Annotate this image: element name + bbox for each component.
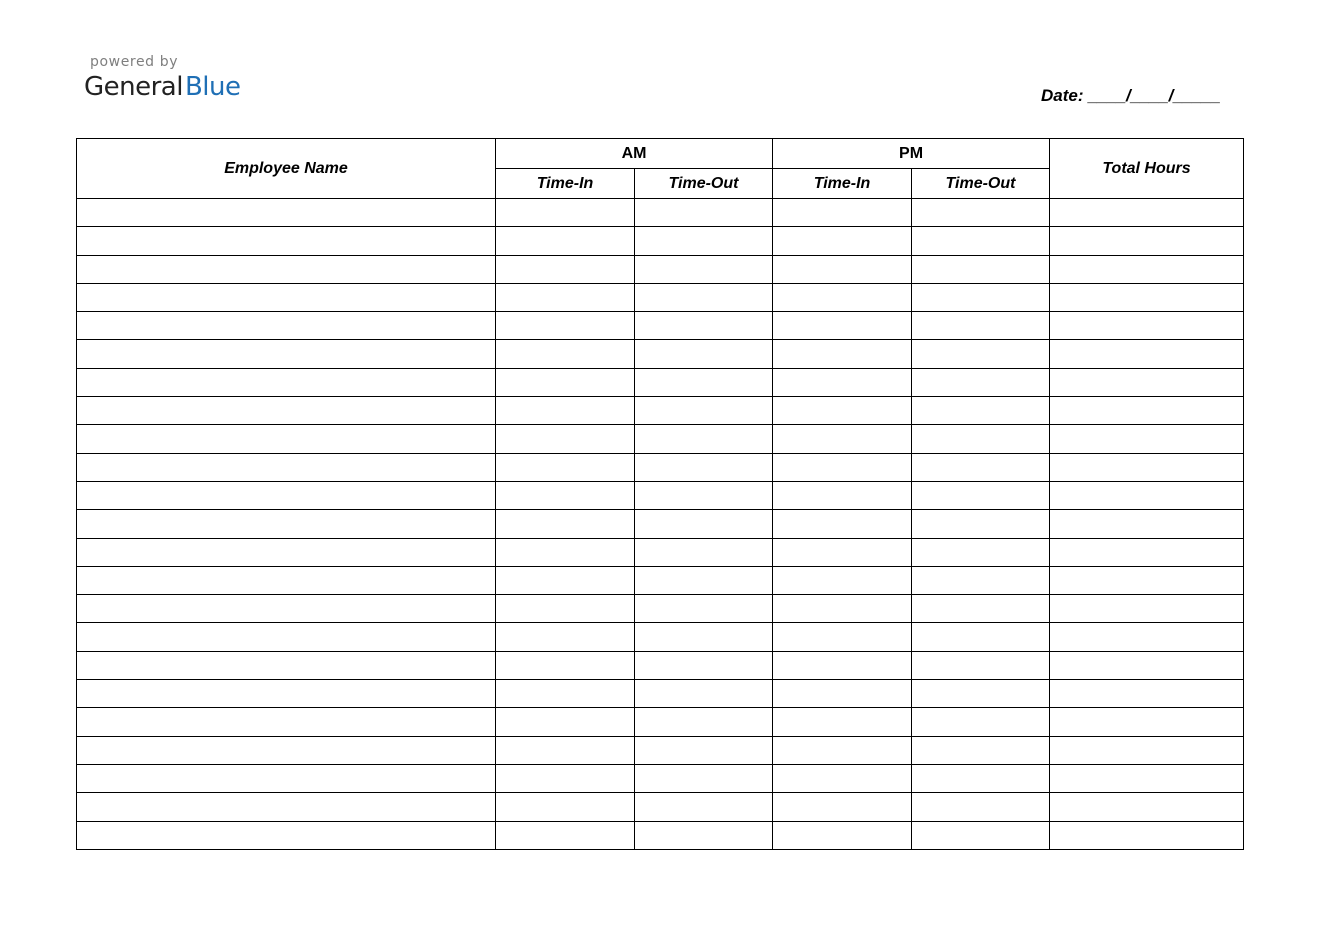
pm-time-in-cell[interactable] <box>773 397 912 425</box>
pm-time-in-cell[interactable] <box>773 453 912 481</box>
pm-time-in-cell[interactable] <box>773 255 912 283</box>
pm-time-in-cell[interactable] <box>773 623 912 651</box>
am-time-out-cell[interactable] <box>635 283 773 311</box>
table-row <box>77 397 1244 425</box>
pm-time-in-cell[interactable] <box>773 283 912 311</box>
total-hours-cell[interactable] <box>1050 368 1244 396</box>
table-row <box>77 736 1244 764</box>
pm-time-in-cell[interactable] <box>773 510 912 538</box>
employee-name-cell[interactable] <box>77 481 496 509</box>
pm-time-out-cell[interactable] <box>912 227 1050 255</box>
total-hours-cell[interactable] <box>1050 708 1244 736</box>
am-time-in-cell[interactable] <box>496 623 635 651</box>
employee-name-cell[interactable] <box>77 425 496 453</box>
employee-name-cell[interactable] <box>77 340 496 368</box>
pm-time-in-cell[interactable] <box>773 425 912 453</box>
pm-time-out-cell[interactable] <box>912 538 1050 566</box>
pm-time-in-cell[interactable] <box>773 199 912 227</box>
table-row <box>77 566 1244 594</box>
pm-time-out-cell[interactable] <box>912 708 1050 736</box>
total-hours-cell[interactable] <box>1050 227 1244 255</box>
timesheet-body <box>77 199 1244 850</box>
am-time-out-cell[interactable] <box>635 595 773 623</box>
am-time-out-cell[interactable] <box>635 708 773 736</box>
am-time-in-cell[interactable] <box>496 510 635 538</box>
table-row <box>77 708 1244 736</box>
pm-time-out-cell[interactable] <box>912 595 1050 623</box>
total-hours-cell[interactable] <box>1050 283 1244 311</box>
total-hours-cell[interactable] <box>1050 736 1244 764</box>
employee-name-cell[interactable] <box>77 595 496 623</box>
table-row <box>77 368 1244 396</box>
pm-time-out-cell[interactable] <box>912 680 1050 708</box>
total-hours-cell[interactable] <box>1050 595 1244 623</box>
pm-time-in-cell[interactable] <box>773 793 912 821</box>
pm-time-in-cell[interactable] <box>773 595 912 623</box>
pm-time-out-cell[interactable] <box>912 764 1050 792</box>
am-time-out-cell[interactable] <box>635 623 773 651</box>
am-time-out-cell[interactable] <box>635 510 773 538</box>
total-hours-cell[interactable] <box>1050 397 1244 425</box>
total-hours-cell[interactable] <box>1050 255 1244 283</box>
am-time-in-cell[interactable] <box>496 227 635 255</box>
brand-blue-text: Blue <box>184 72 241 102</box>
table-row <box>77 764 1244 792</box>
employee-name-cell[interactable] <box>77 651 496 679</box>
pm-header: PM <box>773 139 1050 169</box>
am-time-in-cell[interactable] <box>496 538 635 566</box>
am-time-out-cell[interactable] <box>635 425 773 453</box>
total-hours-cell[interactable] <box>1050 680 1244 708</box>
am-time-in-cell[interactable] <box>496 736 635 764</box>
am-time-out-header: Time-Out <box>635 169 773 199</box>
employee-name-header: Employee Name <box>77 139 496 199</box>
am-time-in-cell[interactable] <box>496 764 635 792</box>
pm-time-out-cell[interactable] <box>912 793 1050 821</box>
brand-general-text: General <box>84 72 183 102</box>
am-time-out-cell[interactable] <box>635 368 773 396</box>
employee-name-cell[interactable] <box>77 708 496 736</box>
pm-time-in-cell[interactable] <box>773 481 912 509</box>
pm-time-in-cell[interactable] <box>773 340 912 368</box>
employee-name-cell[interactable] <box>77 397 496 425</box>
pm-time-out-cell[interactable] <box>912 736 1050 764</box>
pm-time-in-cell[interactable] <box>773 764 912 792</box>
table-row <box>77 481 1244 509</box>
am-time-out-cell[interactable] <box>635 255 773 283</box>
am-time-in-cell[interactable] <box>496 566 635 594</box>
table-row <box>77 453 1244 481</box>
pm-time-out-cell[interactable] <box>912 283 1050 311</box>
timesheet-table <box>76 138 1244 850</box>
table-row <box>77 538 1244 566</box>
pm-time-out-cell[interactable] <box>912 566 1050 594</box>
am-time-in-header: Time-In <box>496 169 635 199</box>
am-time-in-cell[interactable] <box>496 595 635 623</box>
total-hours-cell[interactable] <box>1050 510 1244 538</box>
employee-name-cell[interactable] <box>77 736 496 764</box>
am-time-out-cell[interactable] <box>635 651 773 679</box>
pm-time-in-cell[interactable] <box>773 538 912 566</box>
pm-time-in-cell[interactable] <box>773 821 912 849</box>
pm-time-out-header: Time-Out <box>912 169 1050 199</box>
employee-name-cell[interactable] <box>77 566 496 594</box>
table-row <box>77 312 1244 340</box>
am-time-out-cell[interactable] <box>635 453 773 481</box>
am-time-in-cell[interactable] <box>496 708 635 736</box>
total-hours-header: Total Hours <box>1050 139 1244 199</box>
am-time-out-cell[interactable] <box>635 538 773 566</box>
pm-time-out-cell[interactable] <box>912 510 1050 538</box>
total-hours-cell[interactable] <box>1050 793 1244 821</box>
total-hours-cell[interactable] <box>1050 538 1244 566</box>
table-row <box>77 651 1244 679</box>
am-time-in-cell[interactable] <box>496 793 635 821</box>
pm-time-out-cell[interactable] <box>912 312 1050 340</box>
pm-time-out-cell[interactable] <box>912 199 1050 227</box>
am-time-out-cell[interactable] <box>635 397 773 425</box>
am-time-in-cell[interactable] <box>496 821 635 849</box>
pm-time-in-header: Time-In <box>773 169 912 199</box>
am-time-out-cell[interactable] <box>635 680 773 708</box>
am-time-out-cell[interactable] <box>635 566 773 594</box>
table-row <box>77 680 1244 708</box>
am-time-in-cell[interactable] <box>496 340 635 368</box>
pm-time-out-cell[interactable] <box>912 397 1050 425</box>
am-time-in-cell[interactable] <box>496 368 635 396</box>
table-row <box>77 255 1244 283</box>
am-time-in-cell[interactable] <box>496 199 635 227</box>
am-time-in-cell[interactable] <box>496 425 635 453</box>
pm-time-in-cell[interactable] <box>773 566 912 594</box>
pm-time-out-cell[interactable] <box>912 623 1050 651</box>
employee-name-cell[interactable] <box>77 255 496 283</box>
date-field[interactable]: Date: ____/____/_____ <box>1041 86 1221 105</box>
table-row <box>77 425 1244 453</box>
am-header: AM <box>496 139 773 169</box>
pm-time-out-cell[interactable] <box>912 651 1050 679</box>
total-hours-cell[interactable] <box>1050 764 1244 792</box>
total-hours-cell[interactable] <box>1050 651 1244 679</box>
total-hours-cell[interactable] <box>1050 623 1244 651</box>
employee-name-cell[interactable] <box>77 283 496 311</box>
table-row <box>77 340 1244 368</box>
table-row <box>77 283 1244 311</box>
am-time-out-cell[interactable] <box>635 821 773 849</box>
table-row <box>77 227 1244 255</box>
employee-name-cell[interactable] <box>77 764 496 792</box>
pm-time-out-cell[interactable] <box>912 340 1050 368</box>
table-row <box>77 793 1244 821</box>
pm-time-in-cell[interactable] <box>773 368 912 396</box>
pm-time-in-cell[interactable] <box>773 312 912 340</box>
am-time-out-cell[interactable] <box>635 227 773 255</box>
am-time-in-cell[interactable] <box>496 397 635 425</box>
total-hours-cell[interactable] <box>1050 821 1244 849</box>
table-row <box>77 595 1244 623</box>
pm-time-in-cell[interactable] <box>773 227 912 255</box>
am-time-in-cell[interactable] <box>496 255 635 283</box>
powered-by-text: powered by <box>90 54 179 70</box>
table-row <box>77 623 1244 651</box>
table-row <box>77 199 1244 227</box>
employee-name-cell[interactable] <box>77 199 496 227</box>
pm-time-out-cell[interactable] <box>912 453 1050 481</box>
am-time-out-cell[interactable] <box>635 340 773 368</box>
am-time-out-cell[interactable] <box>635 736 773 764</box>
employee-name-cell[interactable] <box>77 510 496 538</box>
am-time-out-cell[interactable] <box>635 199 773 227</box>
total-hours-cell[interactable] <box>1050 199 1244 227</box>
pm-time-out-cell[interactable] <box>912 481 1050 509</box>
total-hours-cell[interactable] <box>1050 340 1244 368</box>
total-hours-cell[interactable] <box>1050 453 1244 481</box>
am-time-out-cell[interactable] <box>635 793 773 821</box>
employee-name-cell[interactable] <box>77 538 496 566</box>
am-time-in-cell[interactable] <box>496 651 635 679</box>
employee-name-cell[interactable] <box>77 793 496 821</box>
employee-name-cell[interactable] <box>77 680 496 708</box>
employee-name-cell[interactable] <box>77 821 496 849</box>
am-time-in-cell[interactable] <box>496 481 635 509</box>
table-row <box>77 510 1244 538</box>
pm-time-in-cell[interactable] <box>773 680 912 708</box>
brand-name <box>84 72 241 102</box>
pm-time-out-cell[interactable] <box>912 255 1050 283</box>
pm-time-in-cell[interactable] <box>773 736 912 764</box>
pm-time-out-cell[interactable] <box>912 368 1050 396</box>
am-time-out-cell[interactable] <box>635 764 773 792</box>
total-hours-cell[interactable] <box>1050 566 1244 594</box>
total-hours-cell[interactable] <box>1050 312 1244 340</box>
total-hours-cell[interactable] <box>1050 425 1244 453</box>
am-time-out-cell[interactable] <box>635 312 773 340</box>
am-time-in-cell[interactable] <box>496 283 635 311</box>
employee-name-cell[interactable] <box>77 623 496 651</box>
pm-time-out-cell[interactable] <box>912 425 1050 453</box>
employee-name-cell[interactable] <box>77 453 496 481</box>
pm-time-in-cell[interactable] <box>773 708 912 736</box>
am-time-out-cell[interactable] <box>635 481 773 509</box>
table-row <box>77 821 1244 849</box>
employee-name-cell[interactable] <box>77 312 496 340</box>
employee-name-cell[interactable] <box>77 227 496 255</box>
am-time-in-cell[interactable] <box>496 453 635 481</box>
pm-time-out-cell[interactable] <box>912 821 1050 849</box>
pm-time-in-cell[interactable] <box>773 651 912 679</box>
am-time-in-cell[interactable] <box>496 680 635 708</box>
employee-name-cell[interactable] <box>77 368 496 396</box>
am-time-in-cell[interactable] <box>496 312 635 340</box>
total-hours-cell[interactable] <box>1050 481 1244 509</box>
